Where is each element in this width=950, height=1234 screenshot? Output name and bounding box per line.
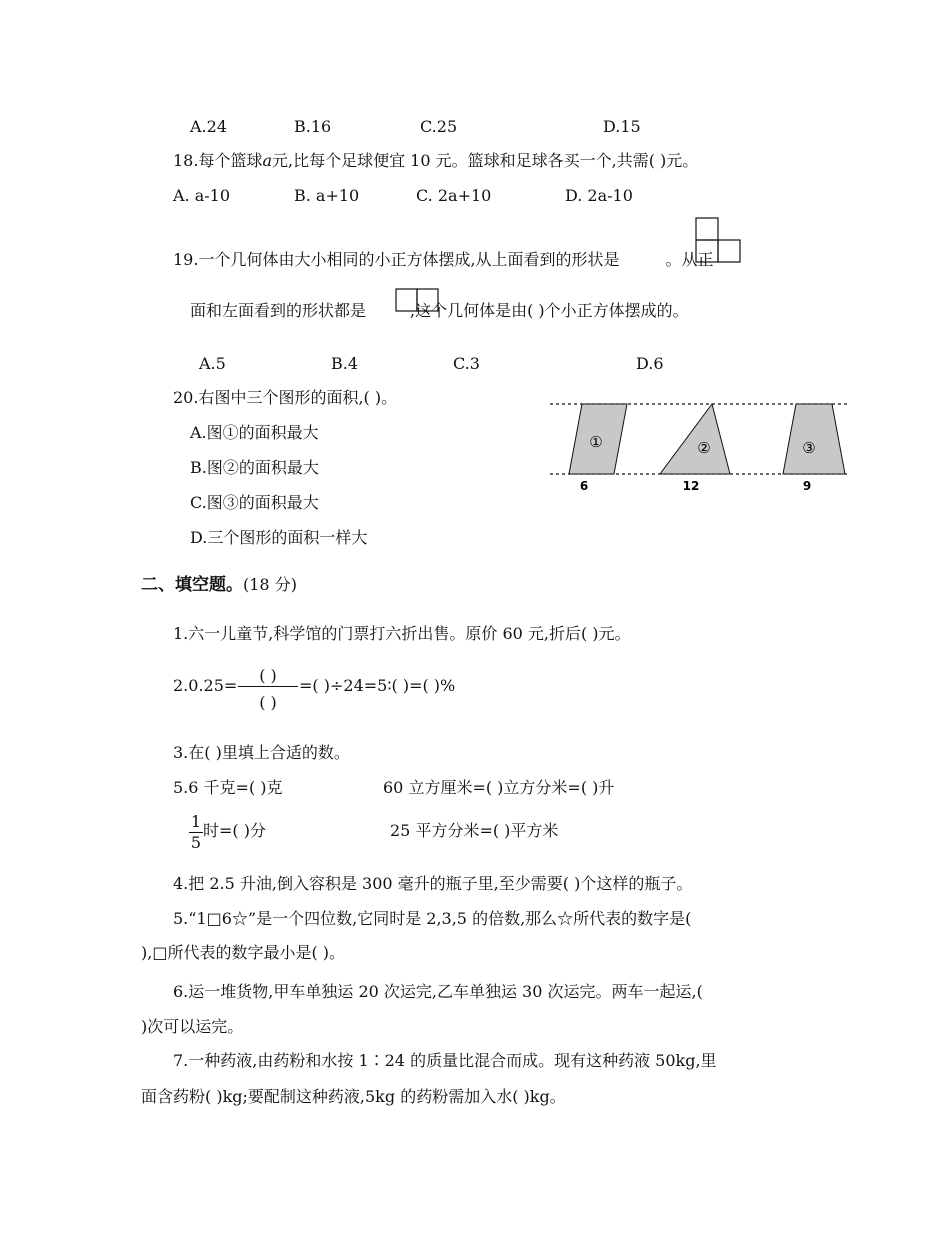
fill-q6-line1: 6.运一堆货物,甲车单独运 20 次运完,乙车单独运 30 次运完。两车一起运,( (173, 982, 703, 1001)
q18-option-c: C. 2a+10 (416, 186, 492, 205)
top-view-figure (695, 217, 743, 263)
fill-q3-b: 60 立方厘米=( )立方分米=( )升 (383, 778, 615, 797)
section-2-title: 二、填空题。 (141, 575, 243, 595)
fill-q3-c-numerator: 1 (190, 812, 202, 831)
q17-option-a: A.24 (190, 117, 227, 136)
q18-option-a: A. a-10 (173, 186, 231, 205)
q18-option-b: B. a+10 (294, 186, 360, 205)
fill-q7-line2: 面含药粉( )kg;要配制这种药液,5kg 的药粉需加入水( )kg。 (141, 1087, 566, 1106)
fill-q3-c-denominator: 5 (190, 833, 202, 852)
q19-option-d: D.6 (636, 354, 664, 373)
q18-stem (173, 151, 698, 171)
section-2-points: (18 分) (243, 575, 297, 594)
q19-line1-pre: 19.一个几何体由大小相同的小正方体摆成,从上面看到的形状是 (173, 250, 620, 269)
q17-option-b: B.16 (294, 117, 332, 136)
q20-option-c: C.图③的面积最大 (190, 493, 319, 512)
fill-q7-line1: 7.一种药液,由药粉和水按 1∶24 的质量比混合而成。现有这种药液 50kg,里 (173, 1051, 717, 1070)
q19-line2-post: ,这个几何体是由( )个小正方体摆成的。 (410, 301, 689, 320)
q19-line1-post: 。从正 (665, 250, 714, 269)
q17-option-c: C.25 (420, 117, 458, 136)
fill-q3-c-fraction (189, 812, 203, 853)
fill-q3-c: 时=( )分 (203, 821, 266, 840)
fill-q3-a: 5.6 千克=( )克 (173, 778, 283, 797)
shape-3-label: ③ (802, 439, 816, 457)
q19-option-a: A.5 (199, 354, 226, 373)
section-2-heading (141, 575, 297, 595)
q20-option-d: D.三个图形的面积一样大 (190, 528, 368, 547)
fill-q3: 3.在( )里填上合适的数。 (173, 743, 350, 762)
fill-q2-denominator: ( ) (238, 686, 298, 713)
fill-q2-post: =( )÷24=5∶( )=( )% (299, 676, 456, 695)
shape-2-triangle (660, 404, 730, 474)
fill-q5-line2: ),□所代表的数字最小是( )。 (141, 943, 346, 962)
q18-variable: a (262, 151, 272, 170)
base-label-2: 12 (682, 479, 700, 493)
q19-line1 (173, 245, 714, 270)
q18-text-post: 元,比每个足球便宜 10 元。篮球和足球各买一个,共需( )元。 (272, 151, 699, 170)
q20-figure (545, 395, 855, 500)
q19-option-b: B.4 (331, 354, 359, 373)
shape-2-label: ② (697, 439, 711, 457)
shape-1-label: ① (589, 433, 603, 451)
front-side-view-figure (395, 288, 441, 314)
q20-option-a: A.图①的面积最大 (190, 423, 319, 442)
q20-option-b: B.图②的面积最大 (190, 458, 319, 477)
fill-q5-line1: 5.“1□6☆”是一个四位数,它同时是 2,3,5 的倍数,那么☆所代表的数字是( (173, 909, 692, 928)
fill-q4: 4.把 2.5 升油,倒入容积是 300 毫升的瓶子里,至少需要( )个这样的瓶子。 (173, 874, 693, 893)
q19-line2-pre: 面和左面看到的形状都是 (190, 301, 367, 320)
q18-option-d: D. 2a-10 (565, 186, 633, 205)
q18-text-pre: 18.每个篮球 (173, 151, 263, 170)
fill-q6-line2: )次可以运完。 (141, 1017, 244, 1036)
fill-q2-fraction (238, 666, 298, 713)
fill-q2-pre: 2.0.25= (173, 676, 238, 695)
q19-option-c: C.3 (453, 354, 480, 373)
base-label-1: 6 (579, 479, 589, 493)
fill-q2-numerator: ( ) (259, 666, 277, 685)
q20-stem: 20.右图中三个图形的面积,( )。 (173, 388, 398, 407)
fill-q1: 1.六一儿童节,科学馆的门票打六折出售。原价 60 元,折后( )元。 (173, 624, 631, 643)
base-label-3: 9 (802, 479, 812, 493)
fill-q3-d: 25 平方分米=( )平方米 (390, 821, 559, 840)
q17-option-d: D.15 (603, 117, 641, 136)
